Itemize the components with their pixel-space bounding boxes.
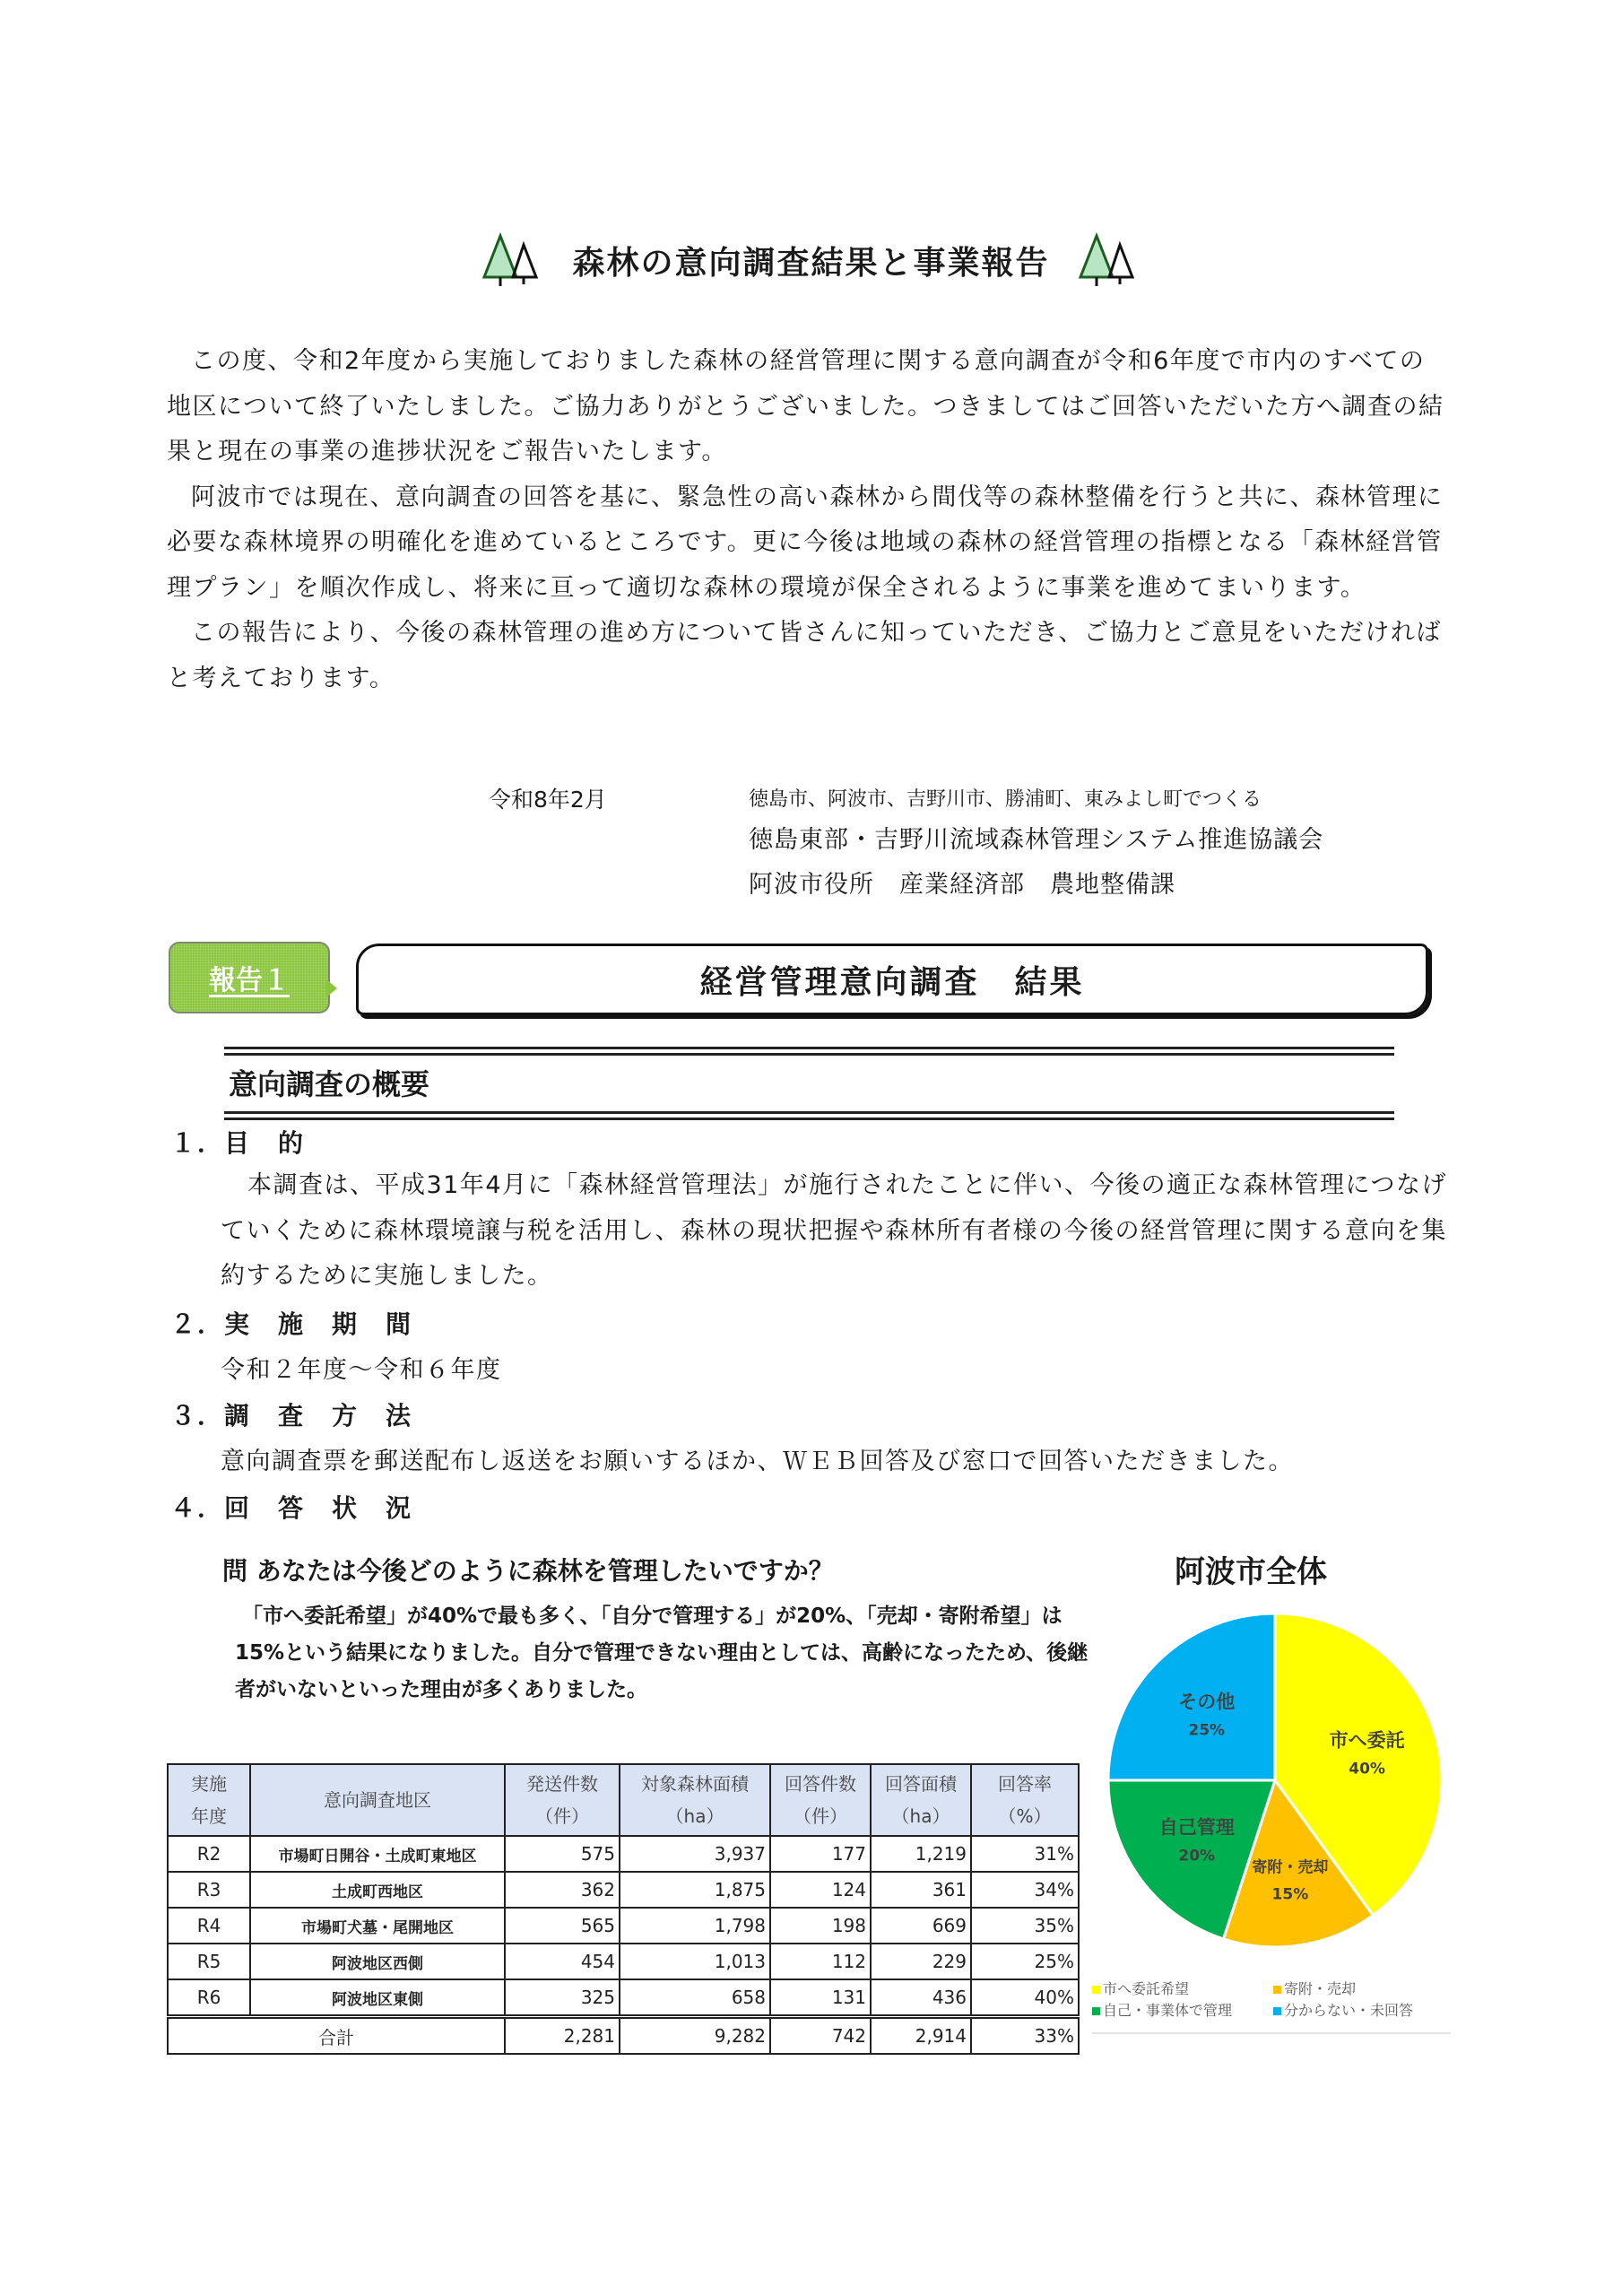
item-heading-status: ４．回 答 状 況 bbox=[170, 1493, 413, 1523]
signature-note: 徳島市、阿波市、吉野川市、勝浦町、東みよし町でつくる bbox=[749, 788, 1262, 811]
table-row: R6 阿波地区東側 325 658 131 436 40% bbox=[168, 1979, 1079, 2017]
legend-item: 市へ委託希望 bbox=[1092, 1979, 1262, 2000]
col-header-sent: 発送件数 （件） bbox=[505, 1764, 620, 1836]
question-title: 問 あなたは今後どのように森林を管理したいですか？ bbox=[222, 1556, 834, 1586]
tree-icon bbox=[1077, 232, 1141, 288]
legend-swatch bbox=[1273, 2007, 1281, 2015]
legend-swatch bbox=[1092, 1986, 1100, 1994]
col-header-response-area: 回答面積 （ha） bbox=[871, 1764, 971, 1836]
table-row: R4 市場町犬墓・尾開地区 565 1,798 198 669 35% bbox=[168, 1908, 1079, 1944]
svg-text:20%: 20% bbox=[1178, 1847, 1216, 1866]
divider bbox=[224, 1047, 1394, 1056]
legend-swatch bbox=[1273, 1986, 1281, 1994]
svg-text:市へ委託: 市へ委託 bbox=[1329, 1729, 1405, 1752]
chart-legend bbox=[1092, 1979, 1451, 2022]
issue-date: 令和8年2月 bbox=[489, 787, 607, 813]
report-badge-label: 報告１ bbox=[209, 965, 290, 996]
tree-icon bbox=[481, 232, 545, 288]
col-header-year: 実施 年度 bbox=[168, 1764, 250, 1836]
col-header-responses: 回答件数 （件） bbox=[770, 1764, 871, 1836]
page-title: 森林の意向調査結果と事業報告 bbox=[572, 244, 1050, 282]
svg-text:寄附・売却: 寄附・売却 bbox=[1252, 1858, 1329, 1877]
svg-text:40%: 40% bbox=[1349, 1760, 1385, 1779]
pie-chart bbox=[1105, 1610, 1445, 1951]
table-row: R3 土成町西地区 362 1,875 124 361 34% bbox=[168, 1872, 1079, 1908]
intro-paragraph: 阿波市では現在、意向調査の回答を基に、緊急性の高い森林から間伐等の森林整備を行うと共に、森林管理に必要な森林境界の明確化を進めているところです。更に今後は地域の森林の経営管理の指標となる「森林経営管理プラン」を順次作成し、将来に亘って適切な森林の環境が保全されるように事業を進めてまいります。 bbox=[167, 483, 1444, 602]
item-body-purpose: 本調査は、平成31年4月に「森林経営管理法」が施行されたことに伴い、今後の適正な森林管理につなげていくために森林環境譲与税を活用し、森林の現状把握や森林所有者様の今後の経営管理に関する意向を集約するために実施しました。 bbox=[221, 1171, 1447, 1290]
svg-text:その他: その他 bbox=[1178, 1691, 1236, 1713]
intro-text bbox=[167, 339, 1449, 701]
chart-title: 阿波市全体 bbox=[1175, 1554, 1327, 1590]
table-row: R5 阿波地区西側 454 1,013 112 229 25% bbox=[168, 1944, 1079, 1979]
col-header-district: 意向調査地区 bbox=[250, 1764, 505, 1836]
question-summary bbox=[235, 1598, 1096, 1709]
divider bbox=[224, 1111, 1394, 1120]
svg-text:25%: 25% bbox=[1188, 1721, 1226, 1740]
question-summary-text: 「市へ委託希望」が40%で最も多く、「自分で管理する」が20%、「売却・寄附希望」は15%という結果になりました。自分で管理できない理由としては、高齢になったため、後継者がいないといった理由が多くありました。 bbox=[235, 1605, 1089, 1701]
badge-pointer bbox=[326, 979, 337, 997]
col-header-rate: 回答率 （%） bbox=[971, 1764, 1079, 1836]
item-heading-period: ２．実 施 期 間 bbox=[170, 1309, 413, 1339]
col-header-area: 対象森林面積 （ha） bbox=[620, 1764, 770, 1836]
signature-block bbox=[749, 782, 1323, 908]
svg-text:自己管理: 自己管理 bbox=[1158, 1816, 1235, 1839]
page-header bbox=[0, 229, 1622, 291]
report-title: 経営管理意向調査 結果 bbox=[699, 963, 1085, 1001]
legend-swatch bbox=[1092, 2007, 1100, 2015]
signature-org: 徳島東部・吉野川流域森林管理システム推進協議会 bbox=[749, 826, 1324, 854]
item-body-method: 意向調査票を郵送配布し返送をお願いするほか、ＷＥＢ回答及び窓口で回答いただきました。 bbox=[221, 1448, 1294, 1475]
item-heading-method: ３．調 査 方 法 bbox=[170, 1401, 413, 1431]
chart-frame-edge bbox=[1092, 2032, 1451, 2034]
legend-item: 寄附・売却 bbox=[1273, 1979, 1356, 2000]
item-body-period: 令和２年度～令和６年度 bbox=[221, 1356, 502, 1384]
section-heading: 意向調査の概要 bbox=[229, 1067, 430, 1101]
table-row: R2 市場町日開谷・土成町東地区 575 3,937 177 1,219 31% bbox=[168, 1836, 1079, 1872]
intro-paragraph: この報告により、今後の森林管理の進め方について皆さんに知っていただき、ご協力とご意見をいただければと考えております。 bbox=[167, 619, 1442, 692]
table-header-row bbox=[168, 1764, 1079, 1836]
svg-text:15%: 15% bbox=[1271, 1885, 1309, 1904]
table-total-row: 合計 2,281 9,282 742 2,914 33% bbox=[168, 2017, 1079, 2055]
survey-table bbox=[167, 1763, 1080, 2055]
signature-dept: 阿波市役所 産業経済部 農地整備課 bbox=[749, 871, 1175, 899]
legend-item: 自己・事業体で管理 bbox=[1092, 2000, 1262, 2022]
report-title-box bbox=[356, 944, 1428, 1015]
legend-item: 分からない・未回答 bbox=[1273, 2000, 1413, 2022]
item-heading-purpose: １．目 的 bbox=[170, 1128, 306, 1158]
intro-paragraph: この度、令和2年度から実施しておりました森林の経営管理に関する意向調査が令和6年度で市内のすべての地区について終了いたしました。ご協力ありがとうございました。つきましてはご回答いただいた方へ調査の結果と現在の事業の進捗状況をご報告いたします。 bbox=[167, 347, 1444, 465]
report-badge bbox=[169, 942, 330, 1013]
